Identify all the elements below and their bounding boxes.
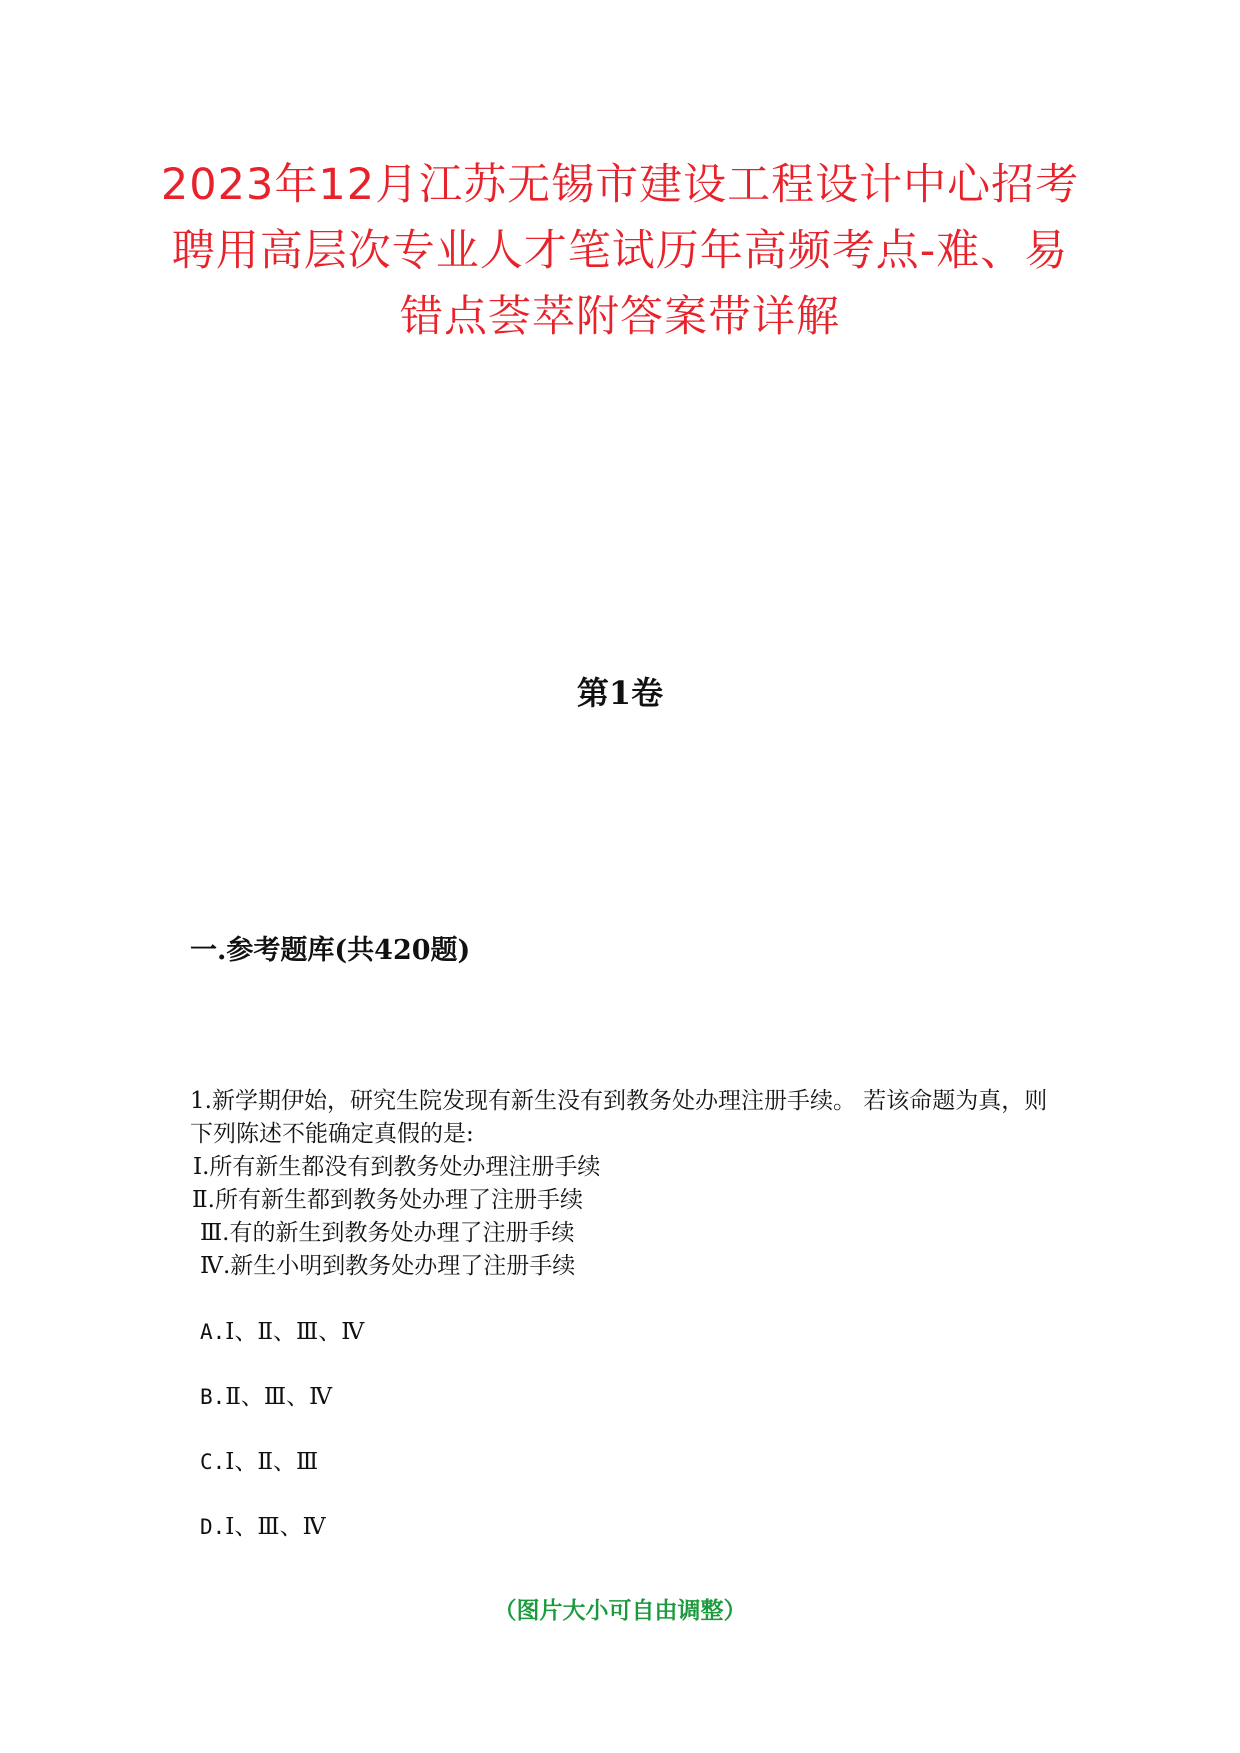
option-c-text: Ⅰ、Ⅱ、Ⅲ — [225, 1449, 319, 1475]
option-b-letter: B. — [200, 1385, 226, 1409]
question-stem: 1.新学期伊始，研究生院发现有新生没有到教务处办理注册手续。 若该命题为真，则下列陈述不能确定真假的是: — [190, 1088, 1048, 1147]
option-a-letter: A. — [200, 1320, 226, 1344]
volume-title: 第1卷 — [576, 674, 664, 712]
option-d[interactable] — [200, 1511, 364, 1576]
option-c[interactable] — [200, 1446, 364, 1511]
image-resize-note: （图片大小可自由调整） — [493, 1598, 747, 1624]
option-a-text: Ⅰ、Ⅱ、Ⅲ、Ⅳ — [225, 1319, 365, 1345]
section-title: 一.参考题库(共420题) — [190, 935, 471, 966]
document-title: 2023年12月江苏无锡市建设工程设计中心招考聘用高层次专业人才笔试历年高频考点-难、易错点荟萃附答案带详解 — [160, 160, 1080, 342]
statement-2: Ⅱ.所有新生都到教务处办理了注册手续 — [192, 1187, 583, 1213]
option-b-text: Ⅱ、Ⅲ、Ⅳ — [225, 1384, 333, 1410]
option-b[interactable] — [200, 1381, 364, 1446]
option-d-text: Ⅰ、Ⅲ、Ⅳ — [225, 1514, 326, 1540]
option-c-letter: C. — [200, 1450, 226, 1474]
option-a[interactable] — [200, 1316, 364, 1381]
statement-3: Ⅲ.有的新生到教务处办理了注册手续 — [200, 1220, 575, 1246]
option-d-letter: D. — [200, 1515, 226, 1539]
answer-options — [200, 1316, 364, 1576]
statement-4: Ⅳ.新生小明到教务处办理了注册手续 — [200, 1253, 576, 1279]
statement-1: Ⅰ.所有新生都没有到教务处办理注册手续 — [193, 1154, 601, 1180]
question-block — [190, 1085, 1060, 1283]
